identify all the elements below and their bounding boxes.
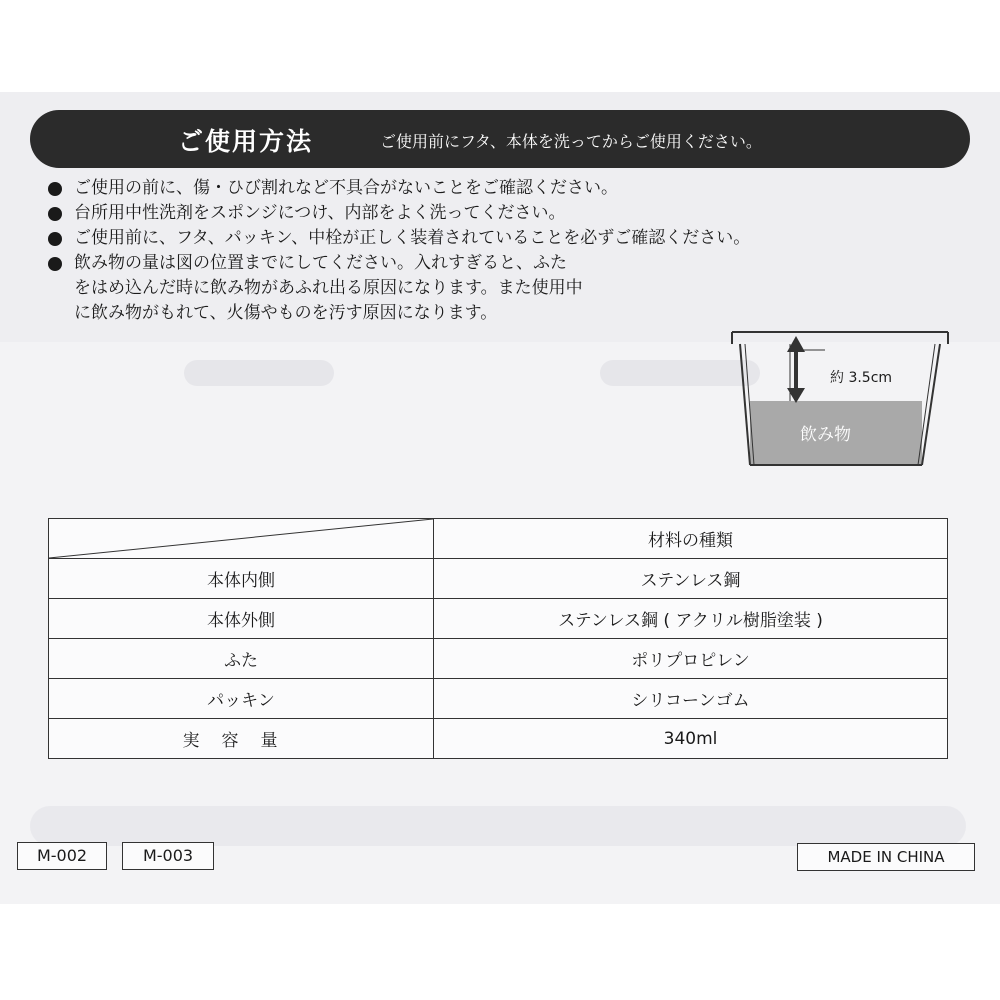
bullet-icon	[48, 182, 62, 196]
fill-measure-label: 約 3.5cm	[830, 370, 893, 386]
table-material-cell: ステンレス鋼 ( アクリル樹脂塗装 )	[434, 599, 948, 639]
table-row	[49, 559, 948, 599]
table-material-cell: ポリプロピレン	[434, 639, 948, 679]
diagonal-divider-icon	[49, 519, 433, 558]
note-text: ご使用前に、フタ、パッキン、中栓が正しく装着されていることを必ずご確認ください。	[74, 228, 751, 248]
table-material-cell: ステンレス鋼	[434, 559, 948, 599]
table-row	[49, 639, 948, 679]
note-item	[44, 201, 964, 226]
table-part-cell: 実容量	[49, 719, 434, 759]
table-row	[49, 719, 948, 759]
note-text: ご使用の前に、傷・ひび割れなど不具合がないことをご確認ください。	[74, 178, 618, 198]
table-header: 材料の種類	[434, 519, 948, 559]
table-material-cell: シリコーンゴム	[434, 679, 948, 719]
usage-subtitle: ご使用前にフタ、本体を洗ってからご使用ください。	[380, 132, 762, 151]
table-header-row	[49, 519, 948, 559]
table-part-cell: 本体外側	[49, 599, 434, 639]
background-footer-band	[30, 806, 966, 846]
usage-header-bar	[30, 110, 970, 168]
note-item	[44, 176, 964, 201]
table-material-cell: 340ml	[434, 719, 948, 759]
table-row	[49, 679, 948, 719]
material-table	[48, 518, 948, 759]
usage-title: ご使用方法	[178, 127, 314, 156]
table-part-cell: ふた	[49, 639, 434, 679]
liquid-label: 飲み物	[800, 425, 851, 445]
table-row	[49, 599, 948, 639]
cup-cross-section-icon	[730, 330, 950, 480]
note-text: に飲み物がもれて、火傷やものを汚す原因になります。	[74, 303, 498, 323]
note-text: をはめ込んだ時に飲み物があふれ出る原因になります。また使用中	[74, 278, 583, 298]
model-number-box: M-003	[122, 842, 214, 870]
bullet-icon	[48, 232, 62, 246]
table-part-cell: 本体内側	[49, 559, 434, 599]
note-text: 飲み物の量は図の位置までにしてください。入れすぎると、ふた	[74, 253, 567, 273]
note-item	[44, 251, 964, 326]
fill-level-diagram	[730, 330, 950, 480]
background-label-pill	[184, 360, 334, 386]
table-part-cell: パッキン	[49, 679, 434, 719]
usage-notes	[44, 176, 964, 326]
note-item	[44, 226, 964, 251]
note-text: 台所用中性洗剤をスポンジにつけ、内部をよく洗ってください。	[74, 203, 566, 223]
bullet-icon	[48, 257, 62, 271]
table-corner-cell	[49, 519, 434, 559]
model-number-box: M-002	[17, 842, 107, 870]
origin-label: MADE IN CHINA	[797, 843, 975, 871]
bullet-icon	[48, 207, 62, 221]
